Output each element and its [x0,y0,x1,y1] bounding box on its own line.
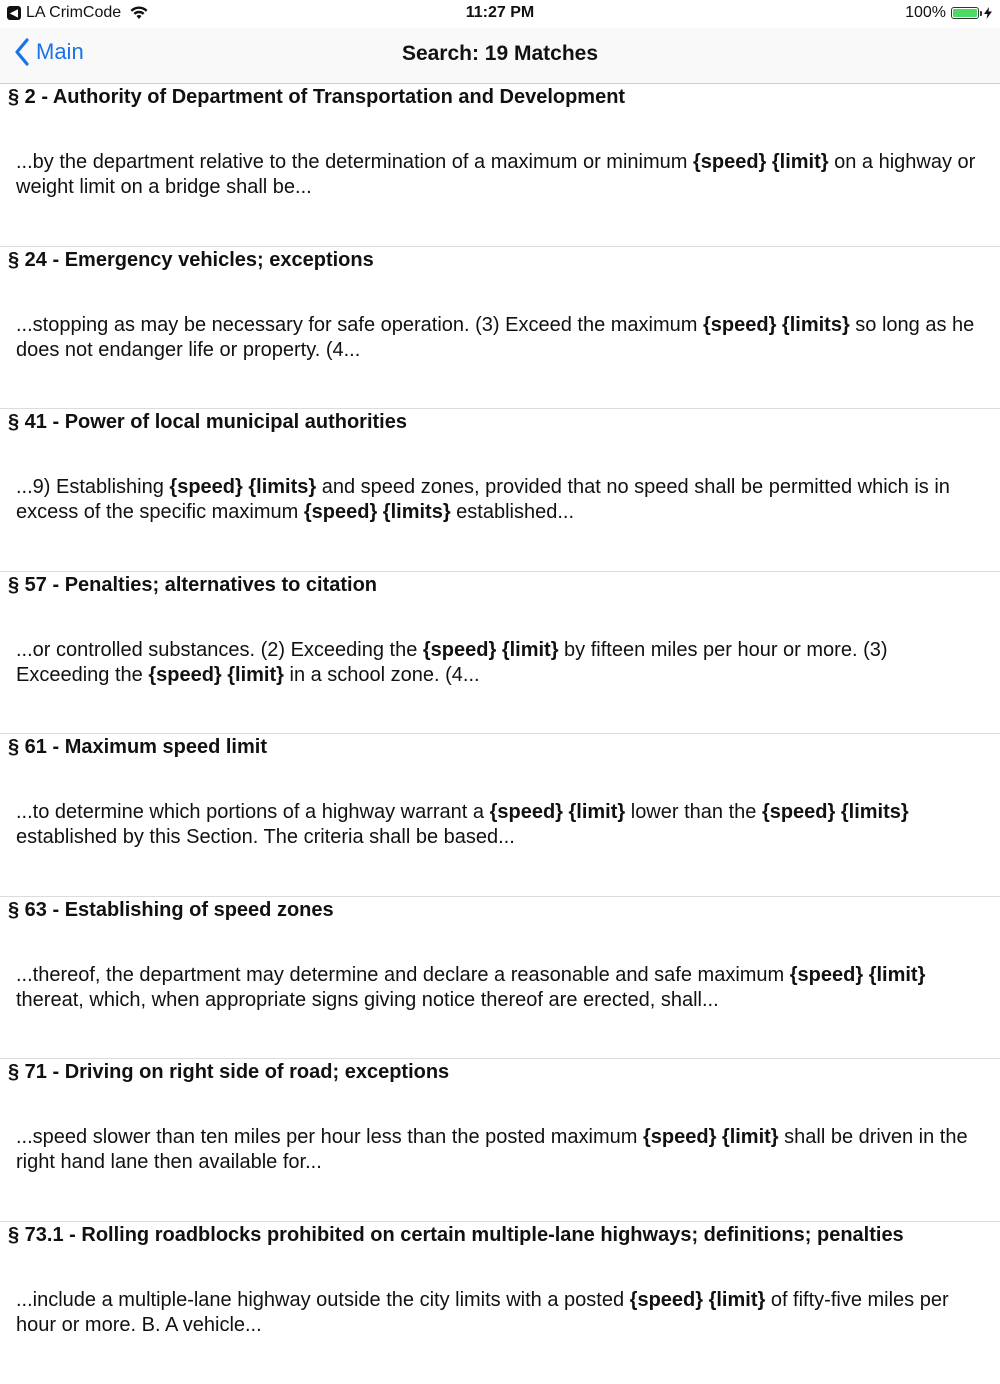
search-result-row[interactable] [0,1222,1000,1384]
snippet-text: lower than the [625,801,762,823]
snippet-keyword: {speed} {limit} [423,639,559,661]
battery-fill [953,9,977,17]
snippet-keyword: {speed} {limit} [643,1126,779,1148]
result-title: § 73.1 - Rolling roadblocks prohibited on certain multiple-lane highways; definitions; penalties [8,1224,904,1247]
result-title: § 61 - Maximum speed limit [8,736,267,759]
result-snippet [16,963,976,1013]
charging-bolt-icon [984,7,992,19]
snippet-text: established by this Section. The criteria shall be based... [16,826,515,848]
snippet-text: on a highway or weight limit on a bridge shall be... [16,151,975,198]
snippet-keyword: {speed} {limits} [762,801,909,823]
snippet-text: so long as he does not endanger life or property. (4... [16,314,974,361]
search-results-list [0,84,1000,1384]
result-snippet [16,1288,976,1338]
search-result-row[interactable] [0,572,1000,735]
battery-icon [951,7,979,19]
snippet-keyword: {speed} {limit} [490,801,626,823]
search-result-row[interactable] [0,409,1000,572]
back-button-label[interactable]: Main [36,39,84,65]
battery-percent: 100% [905,4,946,22]
snippet-text: ...to determine which portions of a highway warrant a [16,801,490,823]
search-result-row[interactable] [0,897,1000,1060]
result-snippet [16,638,976,688]
snippet-text: and speed zones, provided that no speed shall be permitted which is in excess of the specific maximum [16,476,950,523]
snippet-keyword: {speed} {limit} [693,151,829,173]
snippet-text: ...or controlled substances. (2) Exceeding the [16,639,423,661]
snippet-keyword: {speed} {limit} [790,964,926,986]
result-title: § 63 - Establishing of speed zones [8,899,334,922]
snippet-text: of fifty-five miles per hour or more. B. A vehicle... [16,1289,949,1336]
snippet-text: in a school zone. (4... [284,664,480,686]
status-time: 11:27 PM [0,4,1000,22]
snippet-text: by fifteen miles per hour or more. (3) Exceeding the [16,639,888,686]
result-title: § 57 - Penalties; alternatives to citation [8,574,377,597]
result-snippet [16,800,976,850]
status-right [905,4,992,22]
back-to-app-icon[interactable]: ◀ [7,6,21,20]
result-snippet [16,475,976,525]
result-title: § 71 - Driving on right side of road; exceptions [8,1061,449,1084]
search-result-row[interactable] [0,84,1000,247]
snippet-text: ...9) Establishing [16,476,169,498]
snippet-text: shall be driven in the right hand lane then available for... [16,1126,968,1173]
navigation-bar [0,28,1000,84]
result-title: § 2 - Authority of Department of Transportation and Development [8,86,625,109]
search-result-row[interactable] [0,1059,1000,1222]
snippet-text: ...speed slower than ten miles per hour less than the posted maximum [16,1126,643,1148]
snippet-text: ...by the department relative to the determination of a maximum or minimum [16,151,693,173]
status-bar [0,0,1000,28]
result-title: § 24 - Emergency vehicles; exceptions [8,249,374,272]
result-snippet [16,313,976,363]
search-result-row[interactable] [0,734,1000,897]
battery-tip [980,11,982,16]
result-title: § 41 - Power of local municipal authorities [8,411,407,434]
snippet-keyword: {speed} {limits} [169,476,316,498]
snippet-keyword: {speed} {limit} [630,1289,766,1311]
snippet-keyword: {speed} {limits} [703,314,850,336]
snippet-text: ...include a multiple-lane highway outside the city limits with a posted [16,1289,630,1311]
snippet-text: established... [451,501,574,523]
snippet-text: ...stopping as may be necessary for safe operation. (3) Exceed the maximum [16,314,703,336]
page-title: Search: 19 Matches [0,42,1000,66]
result-snippet [16,150,976,200]
snippet-keyword: {speed} {limits} [304,501,451,523]
back-to-app-label[interactable]: LA CrimCode [26,4,121,22]
result-snippet [16,1125,976,1175]
snippet-keyword: {speed} {limit} [148,664,284,686]
snippet-text: thereat, which, when appropriate signs giving notice thereof are erected, shall... [16,989,719,1011]
search-result-row[interactable] [0,247,1000,410]
snippet-text: ...thereof, the department may determine and declare a reasonable and safe maximum [16,964,790,986]
